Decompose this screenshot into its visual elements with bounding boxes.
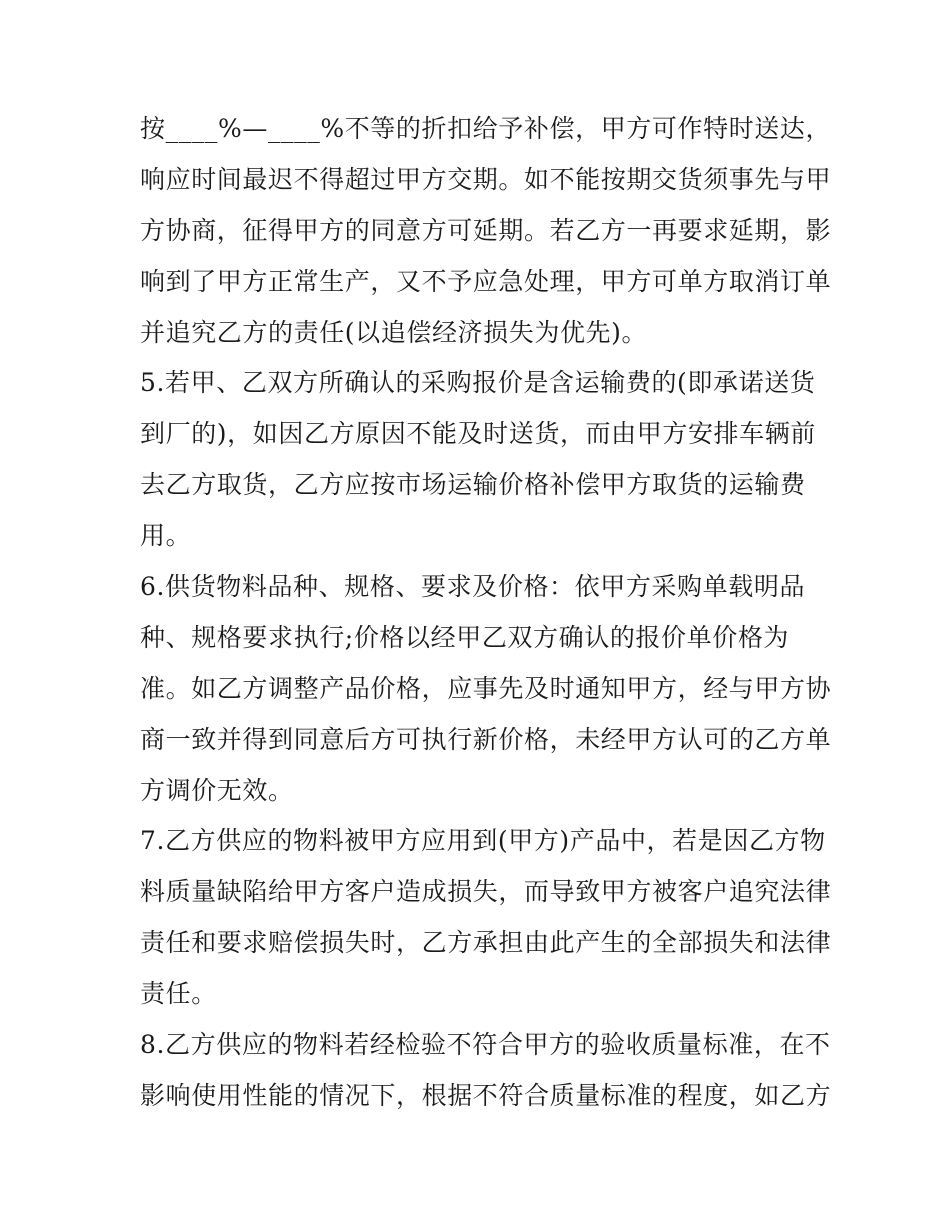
contract-text <box>140 104 830 1122</box>
text-line: 种、规格要求执行;价格以经甲乙双方确认的报价单价格为 <box>140 622 790 652</box>
text-line: 方调价无效。 <box>140 775 294 805</box>
clause-8-line: 8.乙方供应的物料若经检验不符合甲方的验收质量标准，在不 <box>140 1030 831 1060</box>
clause-7-line: 7.乙方供应的物料被甲方应用到(甲方)产品中，若是因乙方物 <box>140 826 826 856</box>
text-line: 准。如乙方调整产品价格，应事先及时通知甲方，经与甲方协 <box>140 673 832 703</box>
text-line: 响到了甲方正常生产，又不予应急处理，甲方可单方取消订单 <box>140 266 832 296</box>
text-line: 料质量缺陷给甲方客户造成损失，而导致甲方被客户追究法律 <box>140 877 832 907</box>
clause-5-line: 5.若甲、乙双方所确认的采购报价是含运输费的(即承诺送货 <box>140 368 816 398</box>
text-line: 影响使用性能的情况下，根据不符合质量标准的程度，如乙方 <box>140 1080 832 1110</box>
text-line: 响应时间最迟不得超过甲方交期。如不能按期交货须事先与甲 <box>140 164 832 194</box>
text-line: 按____%—____%不等的折扣给予补偿，甲方可作特时送达， <box>140 114 832 143</box>
text-line: 去乙方取货，乙方应按市场运输价格补偿甲方取货的运输费 <box>140 470 806 500</box>
text-line: 用。 <box>140 521 192 551</box>
text-line: 责任和要求赔偿损失时，乙方承担由此产生的全部损失和法律 <box>140 928 832 958</box>
clause-6-line: 6.供货物料品种、规格、要求及价格：依甲方采购单载明品 <box>140 572 806 602</box>
text-line: 到厂的)，如因乙方原因不能及时送货，而由甲方安排车辆前 <box>140 419 816 449</box>
text-line: 责任。 <box>140 979 217 1009</box>
text-line: 方协商，征得甲方的同意方可延期。若乙方一再要求延期，影 <box>140 215 832 245</box>
text-line: 商一致并得到同意后方可执行新价格，未经甲方认可的乙方单 <box>140 724 832 754</box>
text-line: 并追究乙方的责任(以追偿经济损失为优先)。 <box>140 317 648 347</box>
